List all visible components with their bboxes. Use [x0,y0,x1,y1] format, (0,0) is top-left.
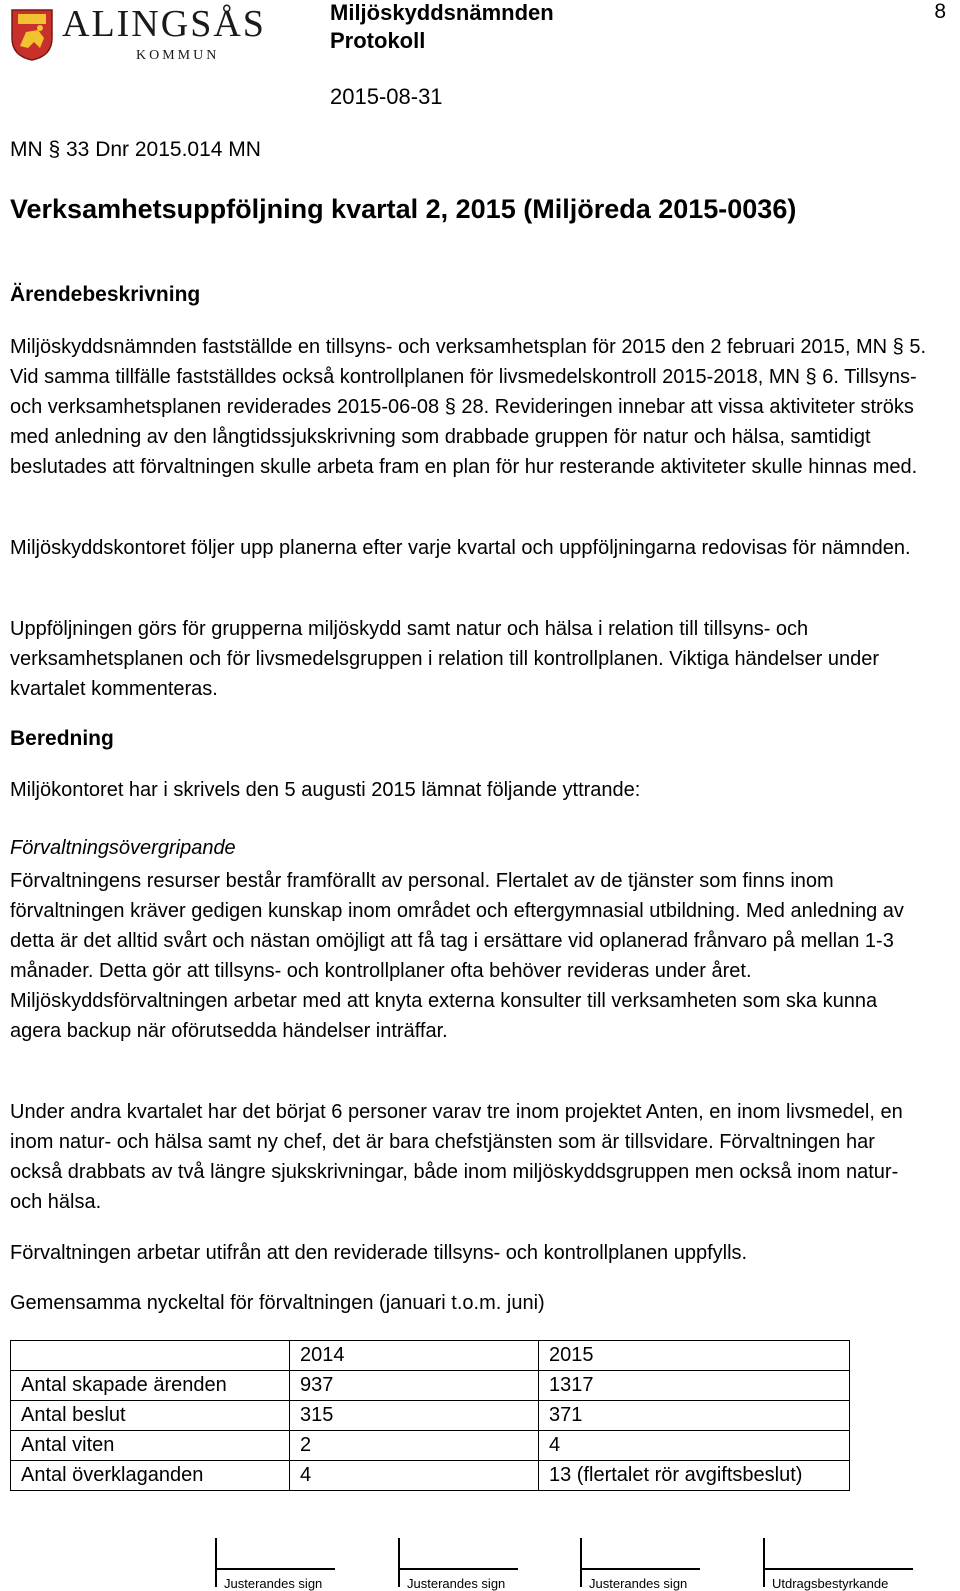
footer-label-justerandes-sign: Justerandes sign [224,1576,323,1591]
table-header-cell: 2014 [290,1341,539,1371]
subheading: Förvaltningsövergripande [10,837,236,859]
table-cell: 371 [539,1401,850,1431]
table-cell: Antal överklaganden [11,1461,290,1491]
table-row [11,1431,850,1461]
footer-divider [215,1538,217,1587]
paragraph: Miljöskyddskontoret följer upp planerna efter varje kvartal och uppföljningarna redovisas för nämnden. [10,537,911,559]
footer-line [215,1568,335,1570]
page-number: 8 [934,0,946,23]
table-cell: 4 [290,1461,539,1491]
table-cell: Antal viten [11,1431,290,1461]
page-title: Verksamhetsuppföljning kvartal 2, 2015 (Miljöreda 2015-0036) [10,194,797,224]
footer-line [580,1568,700,1570]
table-cell: 1317 [539,1371,850,1401]
signature-footer [0,1524,960,1591]
table-header-row [11,1341,850,1371]
table-cell: 2 [290,1431,539,1461]
table-cell: 13 (flertalet rör avgiftsbeslut) [539,1461,850,1491]
footer-label-utdragsbestyrkande: Utdragsbestyrkande [772,1576,889,1591]
committee-name: Miljöskyddsnämnden [330,0,554,25]
table-cell: Antal beslut [11,1401,290,1431]
table-cell: 4 [539,1431,850,1461]
paragraph: Miljöskyddsnämnden fastställde en tillsyns- och verksamhetsplan för 2015 den 2 februari 2015, MN § 5. Vid samma tillfälle fastställdes också kontrollplanen för livsmedelskontroll 2015-2018, MN § 6. Tillsyns- och verksamhetsplanen reviderades 2015-06-08 § 28. Revideringen innebar att vissa aktiviteter ströks med anledning av den långtidssjukskrivning som drabbade gruppen för natur och hälsa, samtidigt beslutades att förvaltningen skulle arbeta fram en plan för hur resterande aktiviteter skulle hinnas med. [10,336,927,478]
paragraph: Förvaltningen arbetar utifrån att den reviderade tillsyns- och kontrollplanen uppfylls. [10,1242,748,1264]
kpi-table [10,1340,850,1491]
case-reference: MN § 33 Dnr 2015.014 MN [10,138,261,161]
table-cell: 937 [290,1371,539,1401]
table-header-cell: 2015 [539,1341,850,1371]
paragraph: Miljökontoret har i skrivels den 5 augusti 2015 lämnat följande yttrande: [10,779,641,801]
paragraph: Under andra kvartalet har det börjat 6 personer varav tre inom projektet Anten, en inom livsmedel, en inom natur- och hälsa samt ny chef, det är bara chefstjänsten som är tillsvidare. Förvaltningen har också drabbats av två längre sjukskrivningar, både inom miljöskyddsgruppen men också inom natur- och hälsa. [10,1101,903,1213]
coat-of-arms-icon [10,8,54,62]
footer-line [763,1568,913,1570]
footer-label-justerandes-sign: Justerandes sign [589,1576,688,1591]
document-date: 2015-08-31 [330,84,443,109]
footer-label-justerandes-sign: Justerandes sign [407,1576,506,1591]
alingsas-logo [10,4,290,68]
table-cell: 315 [290,1401,539,1431]
table-row [11,1401,850,1431]
table-row [11,1461,850,1491]
footer-line [398,1568,518,1570]
section-heading-beredning: Beredning [10,727,114,750]
paragraph: Förvaltningens resurser består framförallt av personal. Flertalet av de tjänster som finns inom förvaltningen kräver gedigen kunskap inom området och eftergymnasial utbildning. Med anledning av detta är det alltid svårt och nästan omöjligt att få tag i ersättare vid oplanerad frånvaro på mellan 1-3 månader. Detta gör att tillsyns- och kontrollplaner ofta behöver revideras under året. Miljöskyddsförvaltningen arbetar med att knyta externa konsulter till verksamheten som ska kunna agera backup när oförutsedda händelser inträffar. [10,870,904,1042]
table-cell: Antal skapade ärenden [11,1371,290,1401]
table-caption: Gemensamma nyckeltal för förvaltningen (januari t.o.m. juni) [10,1292,545,1314]
logo-subtitle: KOMMUN [136,48,220,63]
section-heading-arendebeskrivning: Ärendebeskrivning [10,283,201,306]
table-header-cell [11,1341,290,1371]
table-row [11,1371,850,1401]
footer-divider [398,1538,400,1587]
footer-divider [580,1538,582,1587]
logo-name: ALINGSÅS [62,3,266,45]
paragraph: Uppföljningen görs för grupperna miljöskydd samt natur och hälsa i relation till tillsyns- och verksamhetsplanen och för livsmedelsgruppen i relation till kontrollplanen. Viktiga händelser under kvartalet kommenteras. [10,618,880,700]
document-type: Protokoll [330,28,426,53]
footer-divider [763,1538,765,1587]
